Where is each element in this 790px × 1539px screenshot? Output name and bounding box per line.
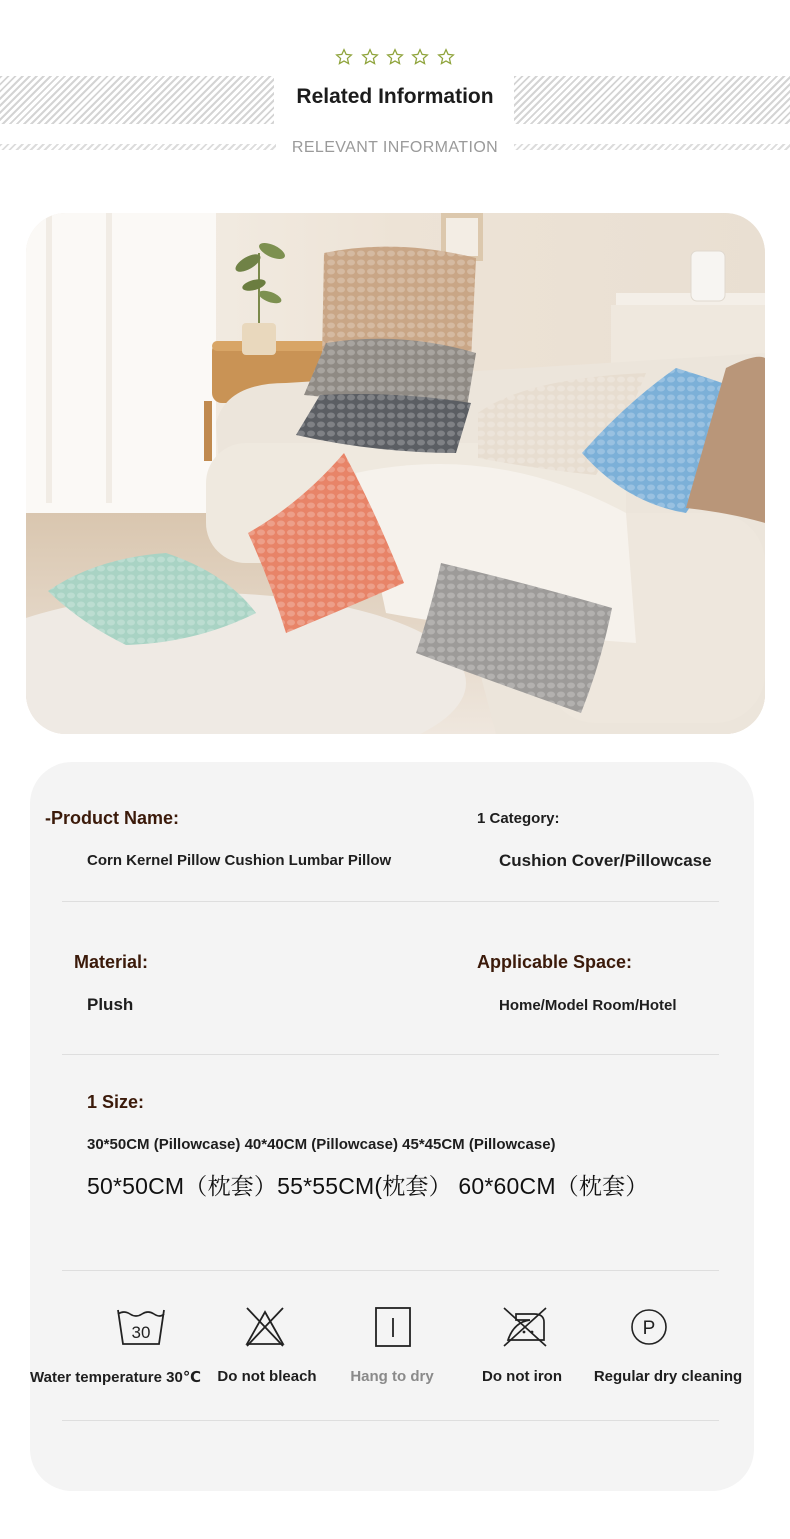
care-label-wash: Water temperature 30℃: [30, 1369, 201, 1386]
care-label-bleach: Do not bleach: [217, 1368, 317, 1385]
star-icon: [361, 48, 379, 66]
category-label: 1 Category:: [477, 810, 560, 827]
care-label-iron: Do not iron: [482, 1368, 562, 1385]
star-icon: [386, 48, 404, 66]
rating-stars: [0, 48, 790, 71]
dry-clean-p-icon: [628, 1306, 670, 1348]
wash-30-icon: [114, 1306, 168, 1348]
no-iron-icon: [500, 1306, 550, 1348]
size-line-1: 30*50CM (Pillowcase) 40*40CM (Pillowcase) 45*45CM (Pillowcase): [87, 1136, 556, 1153]
no-bleach-icon: [243, 1306, 287, 1348]
product-name-value: Corn Kernel Pillow Cushion Lumbar Pillow: [87, 852, 392, 869]
section-subtitle: RELEVANT INFORMATION: [291, 139, 499, 156]
care-item-dry-clean: [589, 1306, 709, 1346]
product-name-label: -Product Name:: [45, 808, 180, 828]
material-value: Plush: [87, 995, 134, 1014]
divider: [62, 1054, 719, 1055]
size-line-2: 50*50CM（枕套）55*55CM(枕套） 60*60CM（枕套）: [87, 1173, 649, 1199]
svg-text:P: P: [642, 1318, 656, 1339]
care-label-dry-clean: Regular dry cleaning: [593, 1368, 743, 1385]
section-header: [0, 0, 790, 190]
category-value: Cushion Cover/Pillowcase: [499, 851, 712, 870]
care-item-wash: [81, 1306, 201, 1346]
care-item-iron: [465, 1306, 585, 1346]
product-info-card: [30, 762, 754, 1491]
divider: [62, 901, 719, 902]
care-item-hang-dry: [333, 1306, 453, 1346]
applicable-space-label: Applicable Space:: [477, 952, 633, 972]
product-photo: [26, 213, 765, 734]
divider: [62, 1420, 719, 1421]
care-label-hang-dry: Hang to dry: [350, 1368, 434, 1385]
divider: [62, 1270, 719, 1271]
star-icon: [411, 48, 429, 66]
care-item-bleach: [205, 1306, 325, 1346]
section-title: Related Information: [296, 85, 494, 108]
applicable-space-value: Home/Model Room/Hotel: [499, 997, 677, 1014]
svg-text:30: 30: [131, 1323, 151, 1342]
product-photo-illustration: [26, 213, 765, 734]
size-label: 1 Size:: [87, 1092, 145, 1112]
star-icon: [335, 48, 353, 66]
hang-dry-icon: [373, 1306, 413, 1348]
star-icon: [437, 48, 455, 66]
material-label: Material:: [74, 952, 149, 972]
